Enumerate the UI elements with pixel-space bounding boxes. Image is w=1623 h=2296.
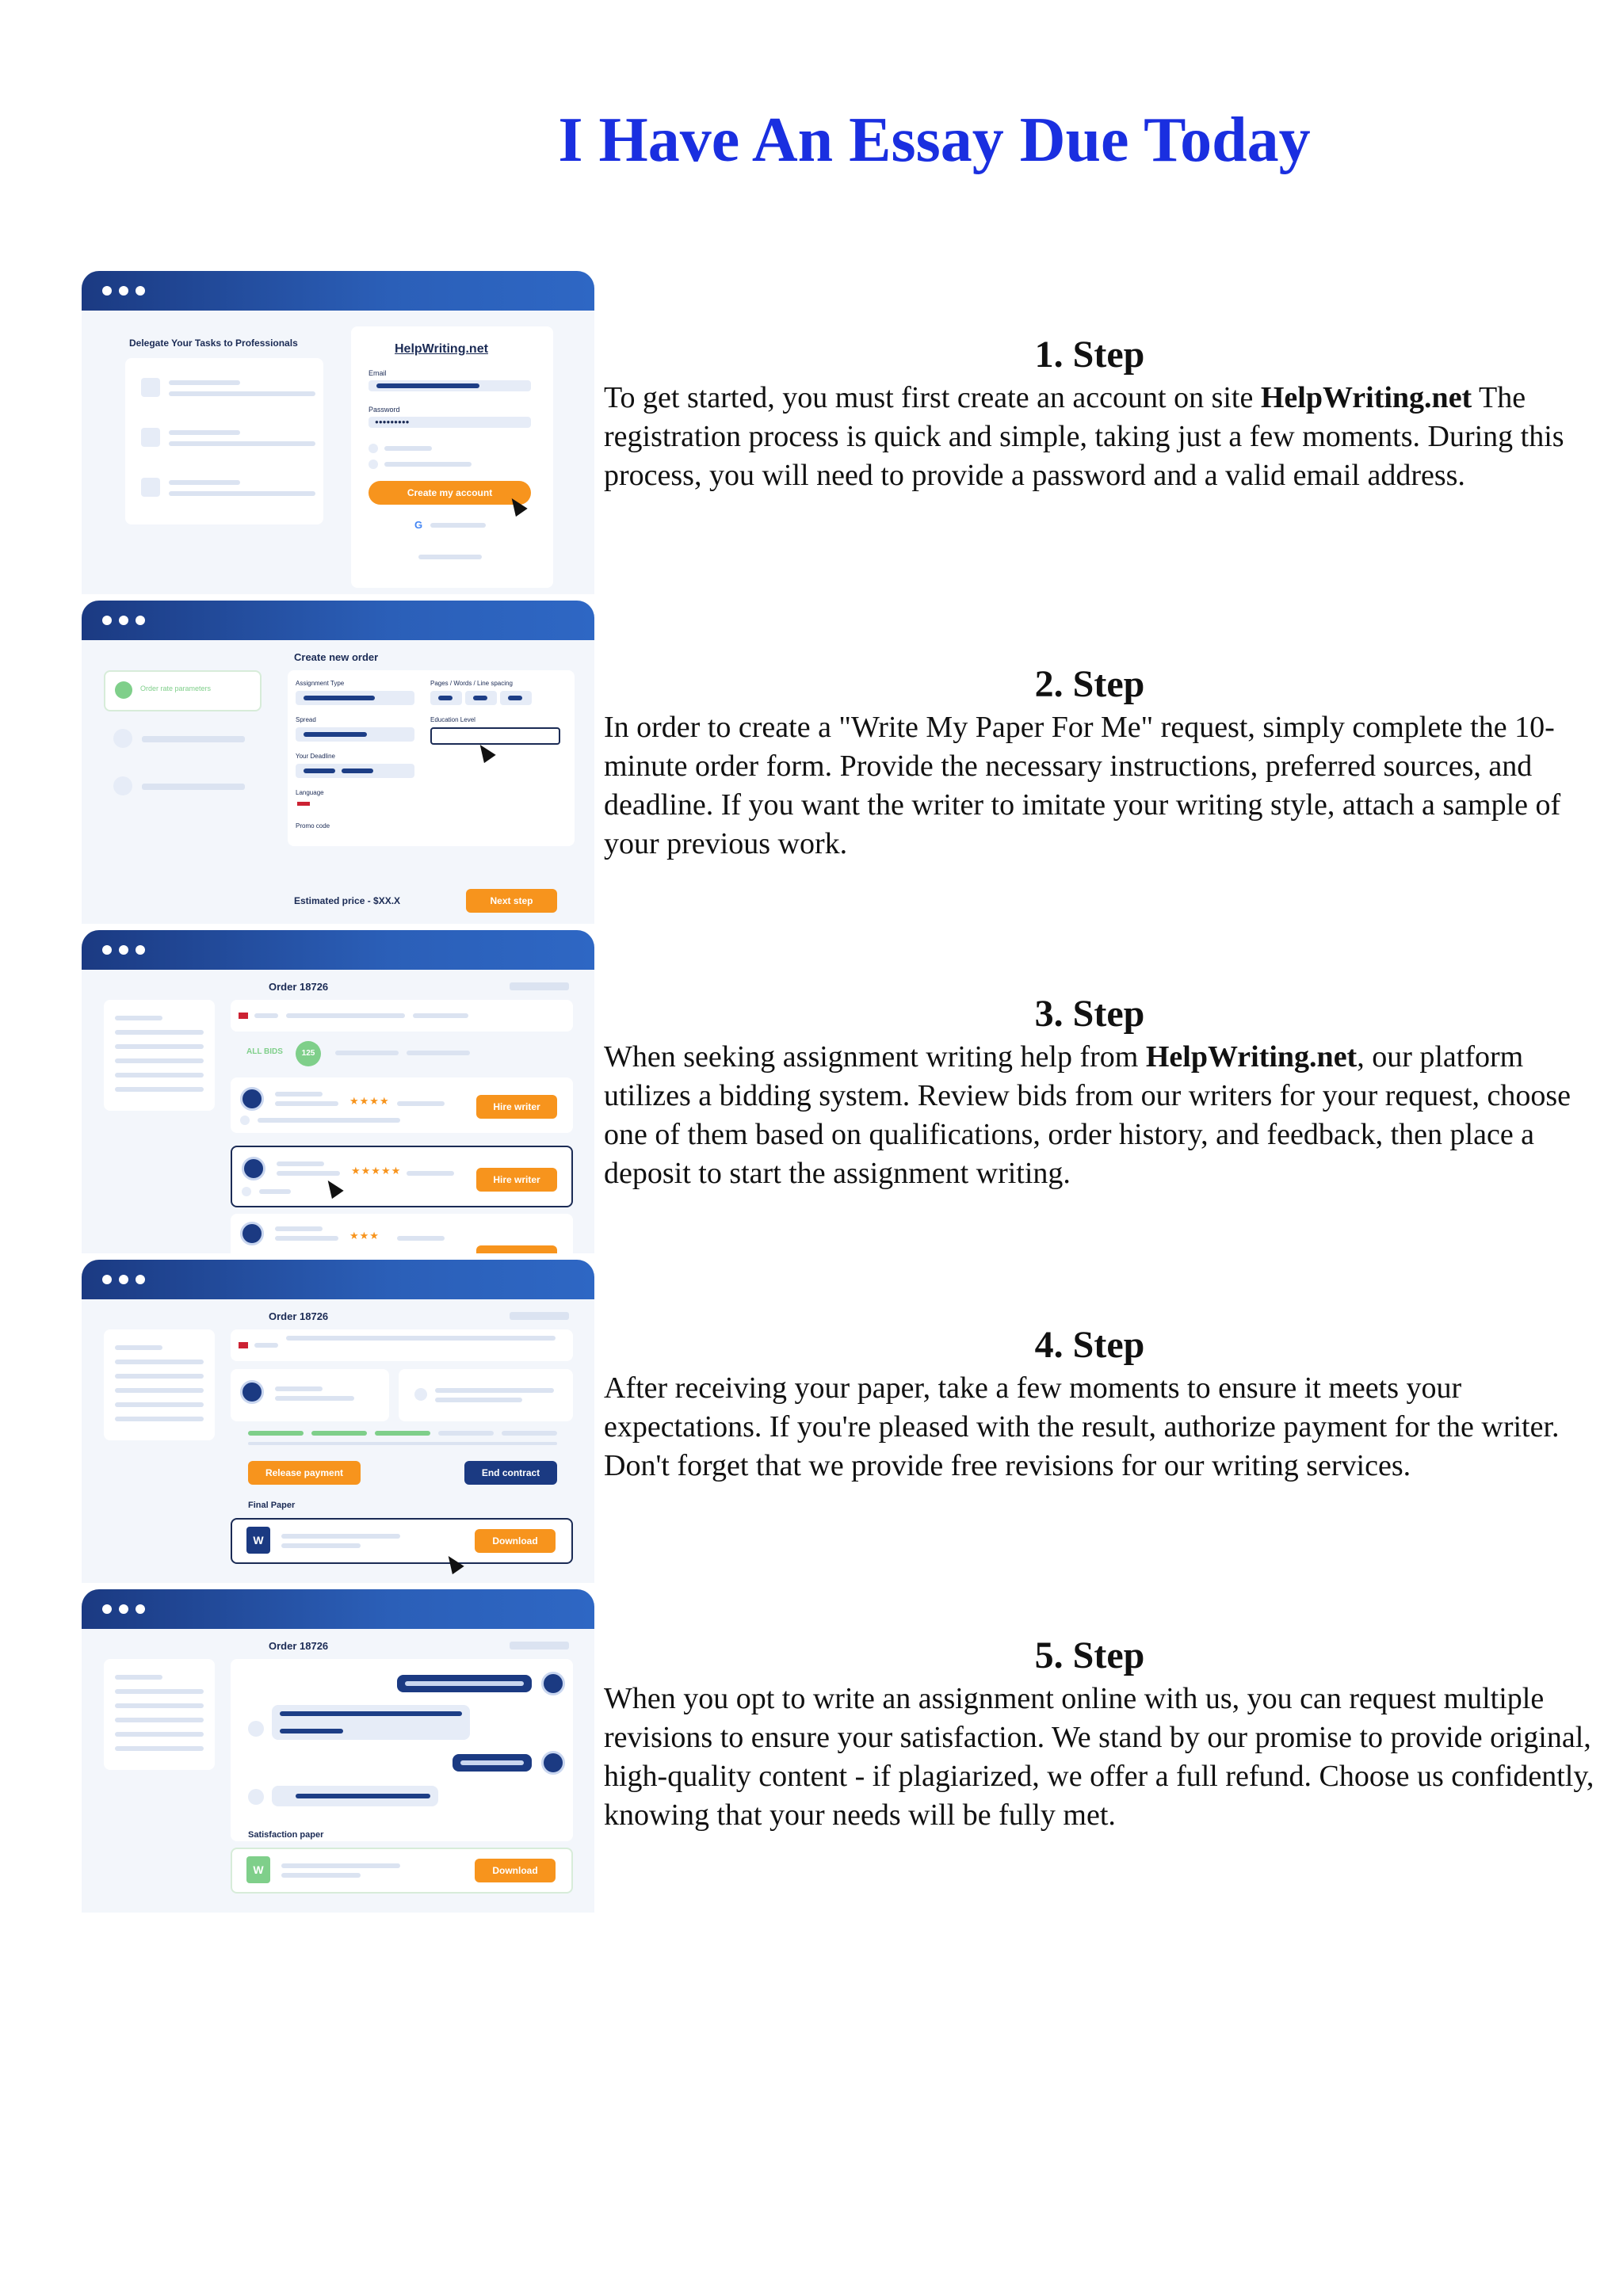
step-2-illustration	[82, 601, 594, 924]
step-4-title: 4. Step	[1034, 1324, 1145, 1366]
progress-segment	[375, 1431, 430, 1436]
mock-heading: Order 18726	[269, 1310, 329, 1322]
satisfaction-paper-row[interactable]	[231, 1848, 573, 1894]
order-summary	[231, 1000, 573, 1032]
order-sidebar	[104, 1659, 215, 1770]
chat-panel	[231, 1659, 573, 1841]
word-file-icon: W	[246, 1527, 270, 1554]
mock-heading: Order 18726	[269, 981, 329, 993]
hire-writer-button[interactable]: Hire writer	[476, 1168, 557, 1192]
page-title: I Have An Essay Due Today	[558, 105, 1311, 175]
checkbox[interactable]	[369, 460, 378, 469]
step-2-text: In order to create a "Write My Paper For Me" request, simply complete the 10-minute order form. Provide the necessary instructions, preferred sources, and deadline. If you want the writer to imitate your writing style, attach a sample of your previous work.	[604, 711, 1561, 860]
user-avatar	[541, 1672, 565, 1695]
mock-heading: Delegate Your Tasks to Professionals	[129, 338, 298, 349]
step-4-text: After receiving your paper, take a few moments to ensure it meets your expectations. If you're pleased with the result, authorize payment for the writer. Don't forget that we provide free revisions for our writing services.	[604, 1371, 1560, 1482]
writer-card	[231, 1369, 389, 1421]
window-dot-icon	[102, 945, 112, 955]
create-account-button[interactable]: Create my account	[369, 481, 531, 505]
progress-segment	[248, 1431, 304, 1436]
step-1-illustration	[82, 271, 594, 594]
window-dot-icon	[119, 945, 128, 955]
email-field[interactable]	[369, 380, 531, 391]
hire-writer-button[interactable]: Hire writer	[476, 1095, 557, 1119]
step-icon	[113, 776, 132, 795]
bid-count-badge: 125	[296, 1041, 321, 1066]
flag-icon	[239, 1013, 248, 1019]
writer-avatar	[248, 1789, 264, 1805]
step-2-title: 2. Step	[1034, 663, 1145, 705]
window-titlebar	[82, 1589, 594, 1629]
step-check-icon	[115, 681, 132, 699]
progress-segment	[502, 1431, 557, 1436]
step-5-title: 5. Step	[1034, 1634, 1145, 1676]
window-dot-icon	[119, 1604, 128, 1614]
chat-bubble-outgoing	[453, 1754, 532, 1772]
word-file-icon: W	[246, 1856, 270, 1883]
step-5-text: When you opt to write an assignment online with us, you can request multiple revisions to ensure your satisfaction. We stand by our promise to provide original, high-quality content - if plagiarized, we offer a full refund. Choose us confidently, knowing that your needs will be fully met.	[604, 1682, 1594, 1832]
window-dot-icon	[102, 1604, 112, 1614]
window-dot-icon	[119, 286, 128, 296]
writer-avatar	[240, 1087, 264, 1111]
estimated-price: Estimated price - $XX.X	[294, 895, 401, 906]
signup-panel: HelpWriting.net Email Password ●●●●●●●●● Create my account G	[351, 326, 553, 588]
sidebar-step-active[interactable]: Order rate parameters	[104, 670, 262, 711]
deadline-field[interactable]	[296, 764, 414, 778]
window-titlebar	[82, 271, 594, 311]
chat-bubble-attachment	[272, 1786, 438, 1806]
password-field[interactable]: ●●●●●●●●●	[369, 417, 531, 428]
user-avatar	[541, 1751, 565, 1775]
order-sidebar	[104, 1000, 215, 1111]
order-steps-sidebar	[104, 670, 262, 876]
download-button[interactable]: Download	[475, 1859, 556, 1882]
order-form: Assignment Type Pages / Words / Line spacing Spread Education Level Your Deadline Language Promo code	[288, 670, 575, 846]
window-titlebar	[82, 1260, 594, 1299]
step-1-title: 1. Step	[1034, 334, 1145, 376]
window-titlebar	[82, 930, 594, 970]
spacing-field[interactable]	[500, 691, 532, 705]
mock-heading: Order 18726	[269, 1640, 329, 1652]
release-payment-button[interactable]: Release payment	[248, 1461, 361, 1485]
google-icon[interactable]: G	[414, 519, 423, 531]
feature-icon	[141, 428, 160, 447]
assignment-type-select[interactable]	[296, 691, 414, 705]
education-level-select[interactable]	[430, 727, 560, 745]
writer-avatar	[248, 1721, 264, 1737]
window-dot-icon	[119, 1275, 128, 1284]
spread-select[interactable]	[296, 727, 414, 742]
bid-card-selected[interactable]	[231, 1146, 573, 1207]
rating-stars: ★★★★★	[351, 1165, 402, 1177]
window-dot-icon	[136, 616, 145, 625]
pages-field[interactable]	[430, 691, 462, 705]
step-4-illustration: Order 18726 Release payment End contract Final Paper W Download	[82, 1260, 594, 1583]
bid-card	[231, 1077, 573, 1133]
step-3-illustration: Order 18726 ALL BIDS 125 ★★★★ Hire writer ★★★★★ Hire writer ★★★	[82, 930, 594, 1253]
writer-avatar	[240, 1380, 264, 1404]
window-dot-icon	[136, 1604, 145, 1614]
writer-avatar	[242, 1157, 265, 1180]
window-dot-icon	[136, 286, 145, 296]
end-contract-button[interactable]: End contract	[464, 1461, 557, 1485]
progress-segment	[438, 1431, 494, 1436]
feature-icon	[141, 378, 160, 397]
window-titlebar	[82, 601, 594, 640]
download-button[interactable]: Download	[475, 1529, 556, 1553]
next-step-button[interactable]: Next step	[466, 889, 557, 913]
final-paper-row[interactable]	[231, 1518, 573, 1564]
feature-icon	[141, 478, 160, 497]
status-card	[399, 1369, 573, 1421]
chat-bubble-incoming	[272, 1705, 470, 1740]
order-sidebar	[104, 1329, 215, 1440]
flag-icon	[239, 1342, 248, 1348]
words-field[interactable]	[465, 691, 497, 705]
cursor-icon	[322, 1177, 343, 1199]
rating-stars: ★★★★	[349, 1095, 390, 1107]
window-dot-icon	[136, 945, 145, 955]
writer-avatar	[240, 1222, 264, 1245]
bid-card	[231, 1214, 573, 1253]
progress-segment	[311, 1431, 367, 1436]
window-dot-icon	[102, 1275, 112, 1284]
us-flag-icon	[297, 802, 310, 810]
brand-name: HelpWriting.net	[1260, 381, 1472, 414]
step-5-illustration: Order 18726 Satisfaction paper W Download	[82, 1589, 594, 1913]
helpwriting-logo: HelpWriting.net	[395, 342, 488, 356]
window-dot-icon	[102, 286, 112, 296]
features-panel	[125, 358, 323, 524]
order-summary	[231, 1329, 573, 1361]
window-dot-icon	[119, 616, 128, 625]
step-1-text: To get started, you must first create an account on site HelpWriting.net The registration process is quick and simple, taking just a few moments. During this process, you will need to provide a password and a valid email address.	[604, 381, 1564, 492]
step-3-text: When seeking assignment writing help from HelpWriting.net, our platform utilizes a bidding system. Review bids from our writers for your request, choose one of them based on qualifications, order history, and feedback, then place a deposit to start the assignment writing.	[604, 1040, 1571, 1190]
brand-name: HelpWriting.net	[1145, 1040, 1358, 1074]
hire-writer-button[interactable]	[476, 1245, 557, 1253]
chat-bubble-outgoing	[397, 1675, 532, 1692]
rating-stars: ★★★	[349, 1230, 380, 1241]
step-icon	[113, 729, 132, 748]
mock-heading: Create new order	[294, 651, 379, 663]
window-dot-icon	[102, 616, 112, 625]
window-dot-icon	[136, 1275, 145, 1284]
step-3-title: 3. Step	[1034, 993, 1145, 1035]
checkbox[interactable]	[369, 444, 378, 453]
